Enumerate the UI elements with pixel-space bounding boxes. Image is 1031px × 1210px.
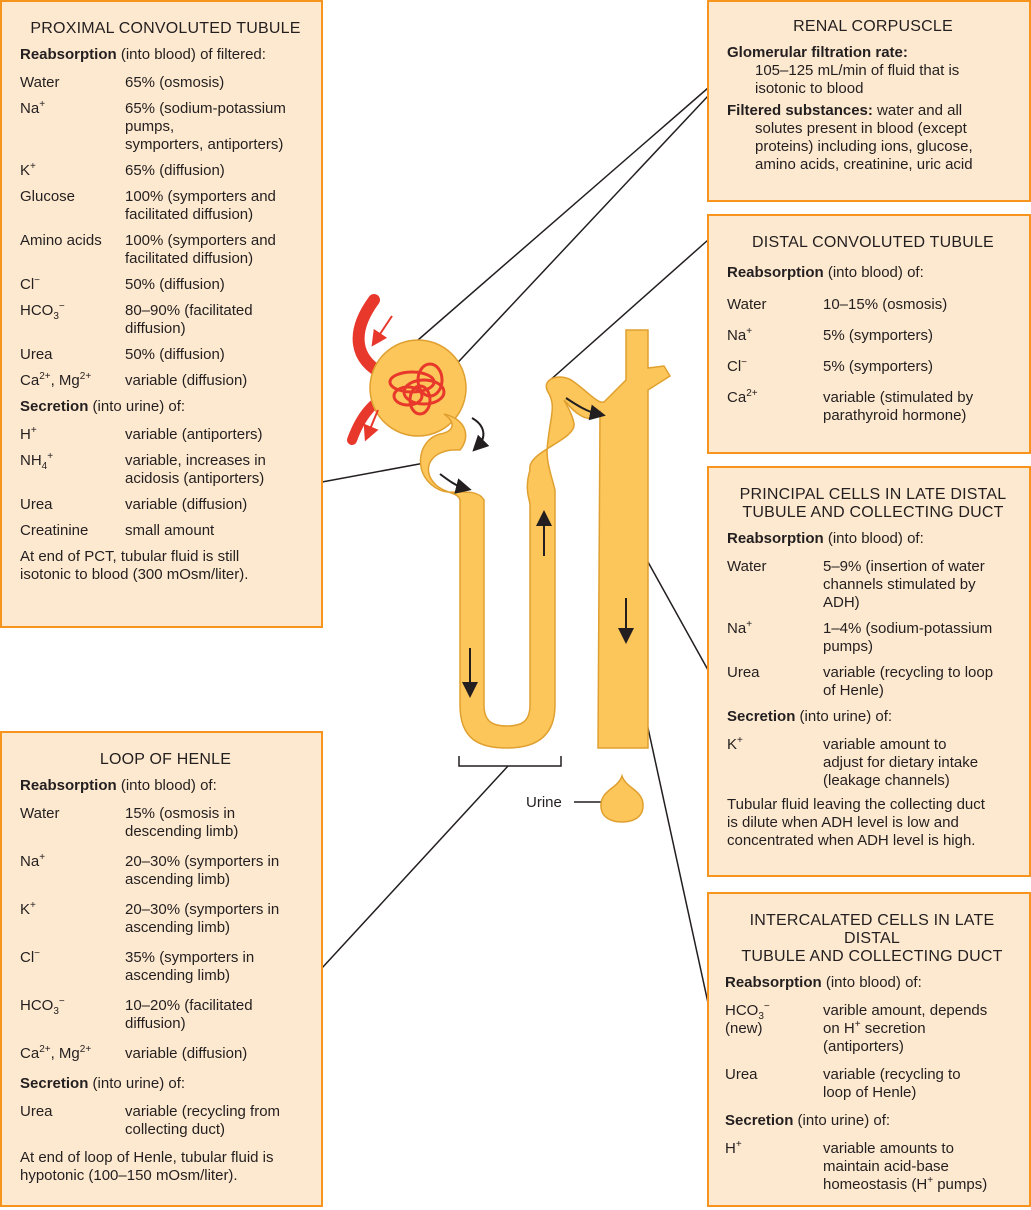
corpuscle-title: RENAL CORPUSCLE (793, 18, 953, 35)
pct-secretion-heading: Secretion (into urine) of: (20, 398, 186, 415)
principal-secretion-heading: Secretion (into urine) of: (727, 708, 893, 725)
dct-reabsorption-value: variable (stimulated by parathyroid hormone) (823, 389, 974, 424)
pct-reabsorption-value: 65% (osmosis) (125, 74, 225, 91)
loop-title: LOOP OF HENLE (99, 751, 232, 768)
leader-loop (322, 766, 508, 968)
intercalated-reabsorption-value: varible amount, depends on H+ secretion (antiporters) (823, 1002, 988, 1055)
dct-title: DISTAL CONVOLUTED TUBULE (752, 234, 994, 251)
pct-reabsorption-row (20, 188, 311, 224)
loop-reabsorption-row (20, 853, 311, 889)
principal-reabsorption-heading: Reabsorption (into blood) of: (727, 530, 924, 547)
urine-drop-icon (601, 776, 643, 822)
pct-secretion-row (20, 452, 311, 488)
pct-reabsorption-value: 65% (diffusion) (125, 162, 225, 179)
pct-reabsorption-row (20, 276, 311, 294)
loop-secretion-heading: Secretion (into urine) of: (20, 1075, 186, 1092)
pct-reabsorption-substance: Urea (20, 346, 53, 363)
loop-reabsorption-value: 20–30% (symporters in ascending limb) (125, 853, 280, 888)
principal-reabsorption-list (727, 558, 1019, 700)
loop-reabsorption-value: 10–20% (facilitated diffusion) (125, 997, 253, 1032)
principal-secretion-value: variable amount to adjust for dietary intake (leakage channels) (823, 736, 979, 789)
intercalated-reabsorption-value: variable (recycling to loop of Henle) (823, 1066, 961, 1101)
loop-reabsorption-row (20, 901, 311, 937)
pct-secretion-value: variable (diffusion) (125, 496, 248, 513)
pct-reabsorption-substance: Water (20, 74, 60, 91)
principal-reabsorption-substance: Water (727, 558, 767, 575)
dct-reabsorption-substance: Cl− (727, 357, 748, 375)
principal-title: PRINCIPAL CELLS IN LATE DISTAL TUBULE AND COLLECTING DUCT (739, 486, 1007, 521)
pct-reabsorption-row (20, 372, 311, 390)
principal-secretion-substance: K+ (727, 735, 743, 753)
loop-panel (0, 731, 323, 1207)
loop-note: At end of loop of Henle, tubular fluid is hypotonic (100–150 mOsm/liter). (20, 1149, 274, 1184)
urine-label: Urine (526, 794, 562, 811)
loop-reabsorption-heading: Reabsorption (into blood) of: (20, 777, 217, 794)
principal-reabsorption-row (727, 664, 1019, 700)
loop-secretion-list (20, 1103, 311, 1139)
arrow-pct (440, 474, 464, 488)
intercalated-reabsorption-heading: Reabsorption (into blood) of: (725, 974, 922, 991)
dct-reabsorption-substance: Water (727, 296, 767, 313)
pct-reabsorption-value: 50% (diffusion) (125, 346, 225, 363)
loop-reabsorption-substance: Water (20, 805, 60, 822)
leader-intercalated (643, 705, 710, 1012)
pct-secretion-substance: $NH_4^+$ (20, 451, 54, 472)
loop-reabsorption-substance: $HCO_3^-$ (20, 996, 65, 1017)
gfr-text: 105–125 mL/min of fluid that is isotonic to blood (755, 62, 960, 97)
principal-reabsorption-substance: Na+ (727, 619, 753, 637)
pct-reabsorption-heading: Reabsorption (into blood) of filtered: (20, 46, 266, 63)
pct-reabsorption-row (20, 302, 311, 338)
intercalated-secretion-heading: Secretion (into urine) of: (725, 1112, 891, 1129)
pct-reabsorption-substance: Glucose (20, 188, 76, 205)
pct-secretion-list (20, 426, 311, 540)
pct-reabsorption-row (20, 346, 311, 364)
leader-pct (322, 462, 430, 482)
arrow-blood-in (376, 316, 392, 340)
intercalated-title: INTERCALATED CELLS IN LATE DISTAL TUBULE AND COLLECTING DUCT (741, 912, 1003, 965)
loop-secretion-value: variable (recycling from collecting duct) (125, 1103, 281, 1138)
pct-secretion-row (20, 496, 311, 514)
pct-secretion-value: small amount (125, 522, 215, 539)
pct-reabsorption-value: 80–90% (facilitated diffusion) (125, 302, 253, 337)
loop-reabsorption-substance: K+ (20, 900, 36, 918)
intercalated-reabsorption-list (725, 1002, 1019, 1102)
leader-lines (322, 88, 710, 1012)
dct-reabsorption-value: 5% (symporters) (823, 358, 934, 375)
principal-panel (707, 466, 1031, 877)
pct-reabsorption-value: 50% (diffusion) (125, 276, 225, 293)
loop-reabsorption-value: 35% (symporters in ascending limb) (125, 949, 255, 984)
pct-secretion-value: variable, increases in acidosis (antiporters) (125, 452, 266, 487)
pct-secretion-row (20, 426, 311, 444)
dct-reabsorption-row (727, 358, 1019, 376)
dct-reabsorption-substance: Na+ (727, 326, 753, 344)
pct-reabsorption-row (20, 232, 311, 268)
intercalated-panel (707, 892, 1031, 1207)
dct-reabsorption-value: 5% (symporters) (823, 327, 934, 344)
pct-reabsorption-substance: Amino acids (20, 232, 102, 249)
pct-reabsorption-row (20, 162, 311, 180)
pct-reabsorption-substance: Cl− (20, 275, 41, 293)
dct-reabsorption-substance: $Ca^{2+}$ (727, 388, 758, 406)
dct-panel (707, 214, 1031, 454)
intercalated-secretion-substance: H+ (725, 1139, 742, 1157)
dct-reabsorption-heading: Reabsorption (into blood) of: (727, 264, 924, 281)
pct-reabsorption-value: 100% (symporters and facilitated diffusion) (125, 188, 276, 223)
pct-reabsorption-row (20, 74, 311, 92)
dct-reabsorption-list (727, 296, 1019, 425)
principal-reabsorption-row (727, 558, 1019, 612)
pct-reabsorption-substance: K+ (20, 161, 36, 179)
dct-reabsorption-row (727, 327, 1019, 345)
leader-corpuscle-2 (432, 96, 708, 390)
principal-reabsorption-value: 5–9% (insertion of water channels stimulated by ADH) (823, 558, 985, 611)
pct-reabsorption-value: variable (diffusion) (125, 372, 248, 389)
pct-reabsorption-substance: $HCO_3^-$ (20, 301, 65, 322)
principal-note: Tubular fluid leaving the collecting duct is dilute when ADH level is low and concentrated when ADH level is high. (727, 796, 985, 849)
intercalated-reabsorption-row (725, 1066, 1019, 1102)
loop-reabsorption-substance: $Ca^{2+}$, $Mg^{2+}$ (20, 1044, 92, 1062)
loop-reabsorption-value: 20–30% (symporters in ascending limb) (125, 901, 280, 936)
pct-reabsorption-list (20, 74, 311, 390)
pct-panel (0, 0, 323, 628)
intercalated-reabsorption-substance: Urea (725, 1066, 758, 1083)
leader-corpuscle-1 (418, 88, 708, 340)
loop-secretion-row (20, 1103, 311, 1139)
intercalated-secretion-list (725, 1140, 1019, 1194)
principal-reabsorption-value: variable (recycling to loop of Henle) (823, 664, 994, 699)
principal-reabsorption-row (727, 620, 1019, 656)
intercalated-secretion-value: variable amounts to maintain acid-base homeostasis (H+ pumps) (823, 1140, 988, 1193)
arrow-capsule-out (472, 418, 483, 446)
gfr-label: Glomerular filtration rate: (727, 44, 908, 61)
pct-secretion-value: variable (antiporters) (125, 426, 263, 443)
pct-secretion-substance: Creatinine (20, 522, 89, 539)
loop-reabsorption-row (20, 949, 311, 985)
pct-reabsorption-value: 65% (sodium-potassium pumps, symporters, antiporters) (125, 100, 286, 153)
pct-secretion-row (20, 522, 311, 540)
principal-secretion-row (727, 736, 1019, 790)
loop-reabsorption-substance: Cl− (20, 948, 41, 966)
pct-note: At end of PCT, tubular fluid is still isotonic to blood (300 mOsm/liter). (20, 548, 249, 583)
pct-reabsorption-substance: $Ca^{2+}$, $Mg^{2+}$ (20, 371, 92, 389)
loop-reabsorption-list (20, 805, 311, 1063)
loop-bracket (459, 756, 561, 766)
filtered-text: solutes present in blood (except proteins) including ions, glucose, amino acids, creatinine, uric acid (755, 120, 973, 173)
loop-reabsorption-value: 15% (osmosis in descending limb) (125, 805, 239, 840)
dct-reabsorption-row (727, 389, 1019, 425)
pct-secretion-substance: H+ (20, 425, 37, 443)
dct-reabsorption-row (727, 296, 1019, 314)
pct-title: PROXIMAL CONVOLUTED TUBULE (30, 20, 301, 37)
loop-reabsorption-value: variable (diffusion) (125, 1045, 248, 1062)
pct-reabsorption-value: 100% (symporters and facilitated diffusion) (125, 232, 276, 267)
intercalated-reabsorption-row (725, 1002, 1019, 1056)
loop-reabsorption-row (20, 1045, 311, 1063)
loop-reabsorption-row (20, 805, 311, 841)
loop-reabsorption-row (20, 997, 311, 1033)
principal-reabsorption-value: 1–4% (sodium-potassium pumps) (823, 620, 993, 655)
intercalated-reabsorption-substance: $HCO_3^-$ (new) (725, 1001, 770, 1037)
pct-secretion-substance: Urea (20, 496, 53, 513)
leader-principal (643, 553, 708, 670)
loop-secretion-substance: Urea (20, 1103, 53, 1120)
filtered-label: Filtered substances: water and all (727, 102, 963, 119)
principal-reabsorption-substance: Urea (727, 664, 760, 681)
pct-reabsorption-substance: Na+ (20, 99, 46, 117)
dct-reabsorption-value: 10–15% (osmosis) (823, 296, 948, 313)
principal-secretion-list (727, 736, 1019, 790)
intercalated-secretion-row (725, 1140, 1019, 1194)
pct-reabsorption-row (20, 100, 311, 154)
corpuscle-panel (707, 0, 1031, 202)
loop-reabsorption-substance: Na+ (20, 852, 46, 870)
